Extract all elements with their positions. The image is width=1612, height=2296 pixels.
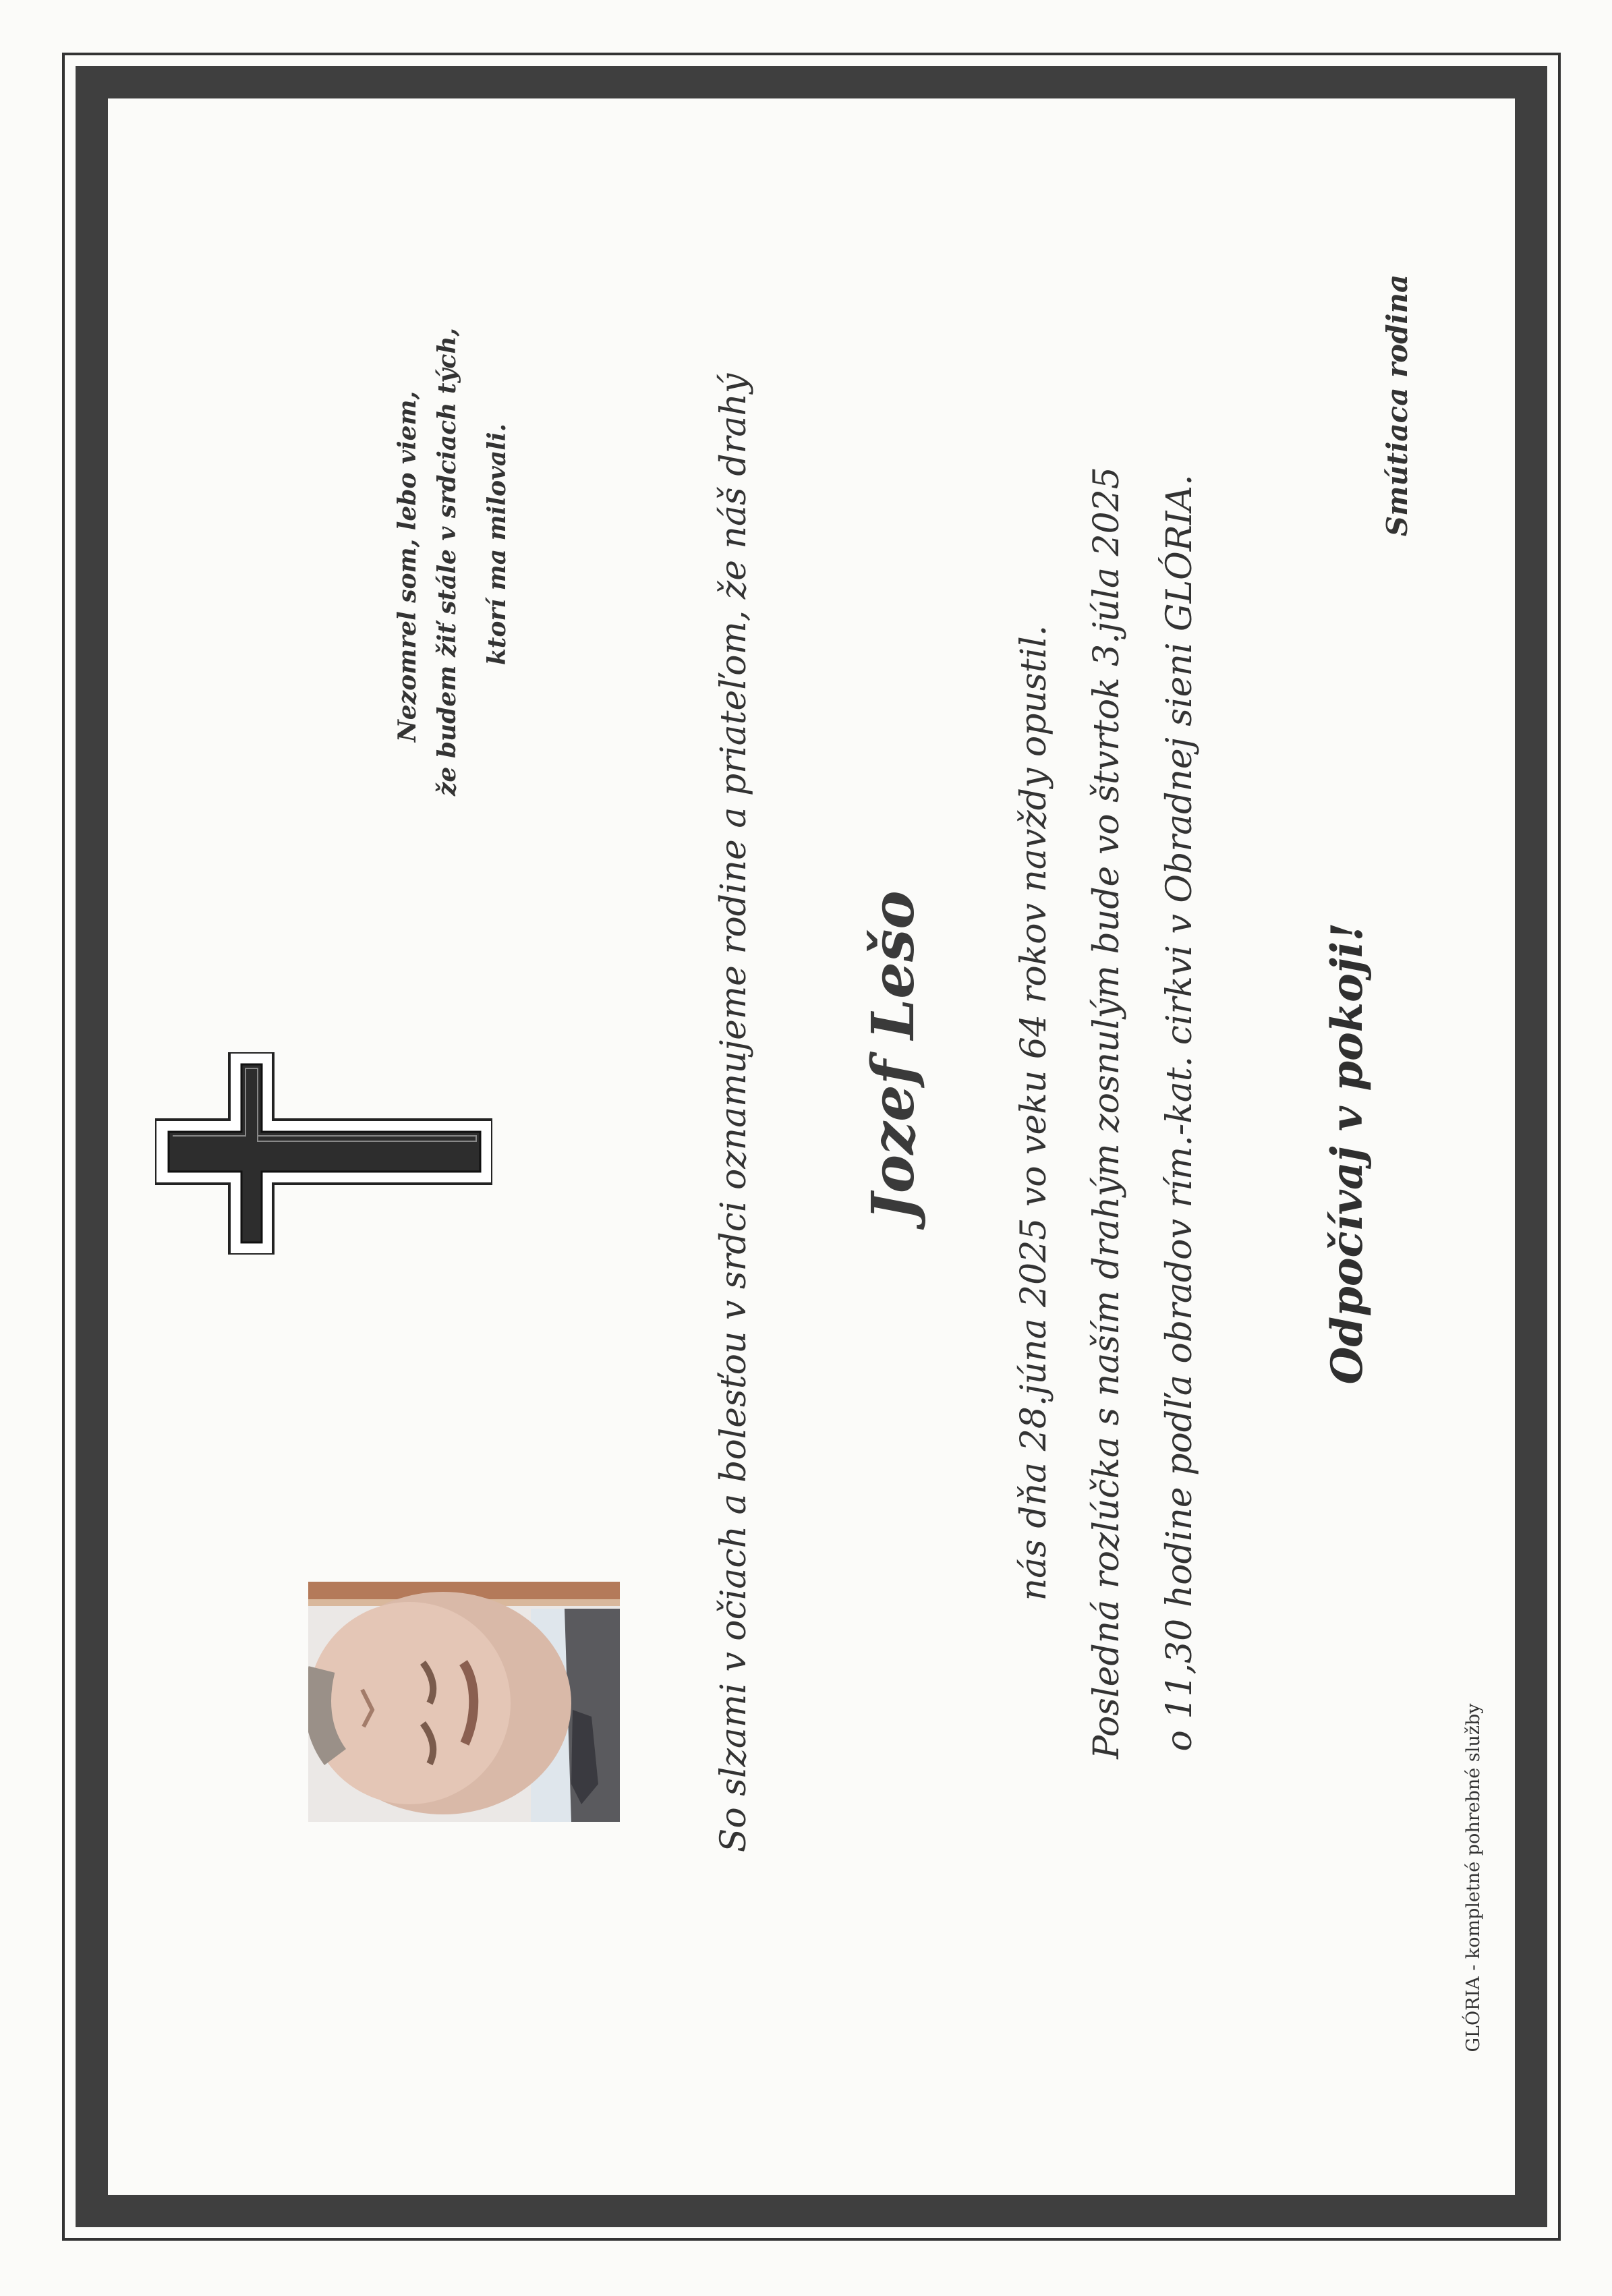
deceased-name: Jozef Lešo	[859, 890, 927, 1221]
family-signature: Smútiaca rodina	[1381, 274, 1414, 537]
funeral-service-credit: GLÓRIA - kompletné pohrebné služby	[1463, 1703, 1484, 2053]
portrait-photo	[308, 1582, 620, 1822]
announcement-intro: So slzami v očiach a bolesťou v srdci oznamujeme rodine a priateľom, že náš drahý	[714, 373, 754, 1853]
funeral-place-line: o 11,30 hodine podľa obradov rím.-kat. cirkvi v Obradnej sieni GLÓRIA.	[1159, 474, 1200, 1752]
verse-line-3: ktorí ma milovali.	[483, 423, 511, 666]
verse-line-1: Nezomrel som, lebo viem,	[393, 391, 422, 743]
rest-in-peace: Odpočívaj v pokoji!	[1322, 922, 1373, 1385]
funeral-date-line: Posledná rozlúčka s naším drahým zosnulým bude vo štvrtok 3.júla 2025	[1087, 467, 1127, 1759]
death-notice-line: nás dňa 28.júna 2025 vo veku 64 rokov navždy opustil.	[1014, 625, 1054, 1601]
cross-icon	[155, 1052, 492, 1255]
verse-line-2: že budem žiť stále v srdciach tých,	[433, 327, 461, 797]
